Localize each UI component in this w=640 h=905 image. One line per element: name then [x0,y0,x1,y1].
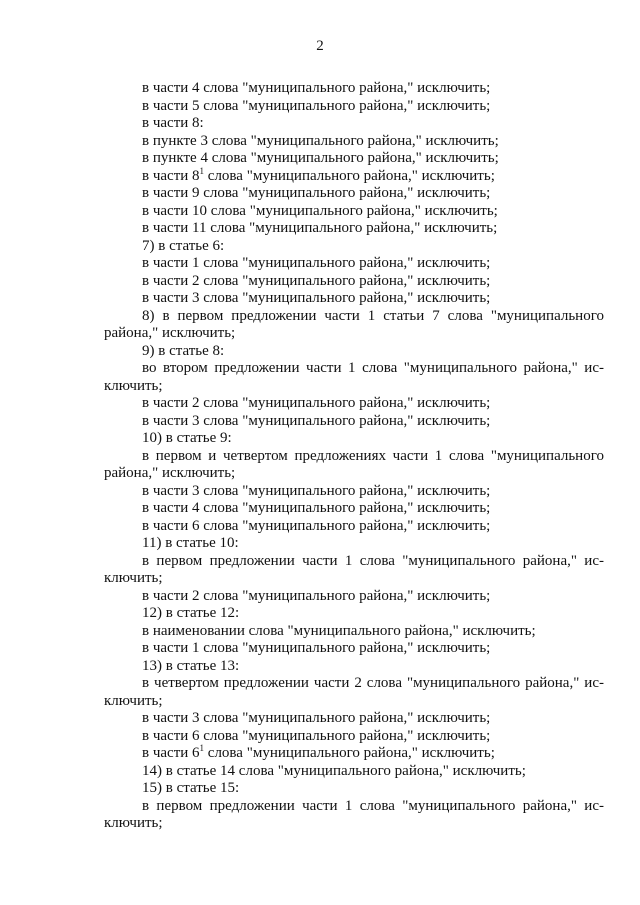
paragraph: 8) в первом предложении части 1 статьи 7 слова "муниципального района," исключить; [104,307,604,341]
paragraph: в части 2 слова "муниципального района," исключить; [142,587,491,604]
paragraph: в части 3 слова "муниципального района," исключить; [142,290,491,306]
paragraph: в части 3 слова "муниципального района," исключить; [142,412,491,429]
paragraph-text: в части 6 [142,745,200,761]
paragraph [104,745,604,763]
paragraph: в первом предложении части 1 слова "муниципального района," ис-ключить; [104,797,604,831]
paragraph [104,165,604,186]
paragraph-text: слова "муниципального района," исключить; [204,745,495,761]
paragraph: в части 5 слова "муниципального района," исключить; [142,97,491,114]
paragraph: в четвертом предложении части 2 слова "муниципального района," ис-ключить; [104,675,604,709]
paragraph: 15) в статье 15: [142,780,240,796]
paragraph: в части 2 слова "муниципального района," исключить; [142,272,491,289]
superscript-index: 1 [199,743,205,753]
paragraph: в части 2 слова "муниципального района," исключить; [142,395,491,411]
superscript-index: 1 [199,165,205,176]
paragraph: в первом и четвертом предложениях части 1 слова "муниципального района," исключить; [104,447,604,481]
paragraph: 7) в статье 6: [142,237,225,254]
paragraph: в части 11 слова "муниципального района," исключить; [142,220,498,236]
paragraph: в части 6 слова "муниципального района," исключить; [142,727,491,744]
paragraph: во втором предложении части 1 слова "муниципального района," ис-ключить; [104,360,604,394]
paragraph: в части 8: [142,115,204,131]
paragraph: в части 10 слова "муниципального района," исключить; [142,202,498,219]
paragraph: в пункте 3 слова "муниципального района," исключить; [142,132,499,149]
paragraph: в части 4 слова "муниципального района," исключить; [142,80,491,96]
paragraph: в части 1 слова "муниципального района," исключить; [142,255,491,271]
paragraph: в первом предложении части 1 слова "муниципального района," ис-ключить; [104,552,604,586]
paragraph: 11) в статье 10: [142,535,239,551]
paragraph: 13) в статье 13: [142,657,240,674]
paragraph: 9) в статье 8: [142,342,225,359]
paragraph: в части 4 слова "муниципального района," исключить; [142,500,491,516]
paragraph-text: слова "муниципального района," исключить; [204,167,495,184]
paragraph: в части 6 слова "муниципального района," исключить; [142,517,491,534]
paragraph: в наименовании слова "муниципального района," исключить; [142,622,536,639]
paragraph: 12) в статье 12: [142,605,240,621]
page-number: 2 [316,38,324,54]
paragraph-text: в части 8 [142,167,200,184]
paragraph: 14) в статье 14 слова "муниципального района," исключить; [142,762,526,779]
paragraph: в части 3 слова "муниципального района," исключить; [142,482,491,499]
document-body [104,80,604,833]
paragraph: 10) в статье 9: [142,430,232,446]
paragraph: в части 9 слова "муниципального района," исключить; [142,185,491,201]
paragraph: в части 1 слова "муниципального района," исключить; [142,640,491,656]
paragraph: в пункте 4 слова "муниципального района," исключить; [142,150,499,166]
paragraph: в части 3 слова "муниципального района," исключить; [142,710,491,726]
